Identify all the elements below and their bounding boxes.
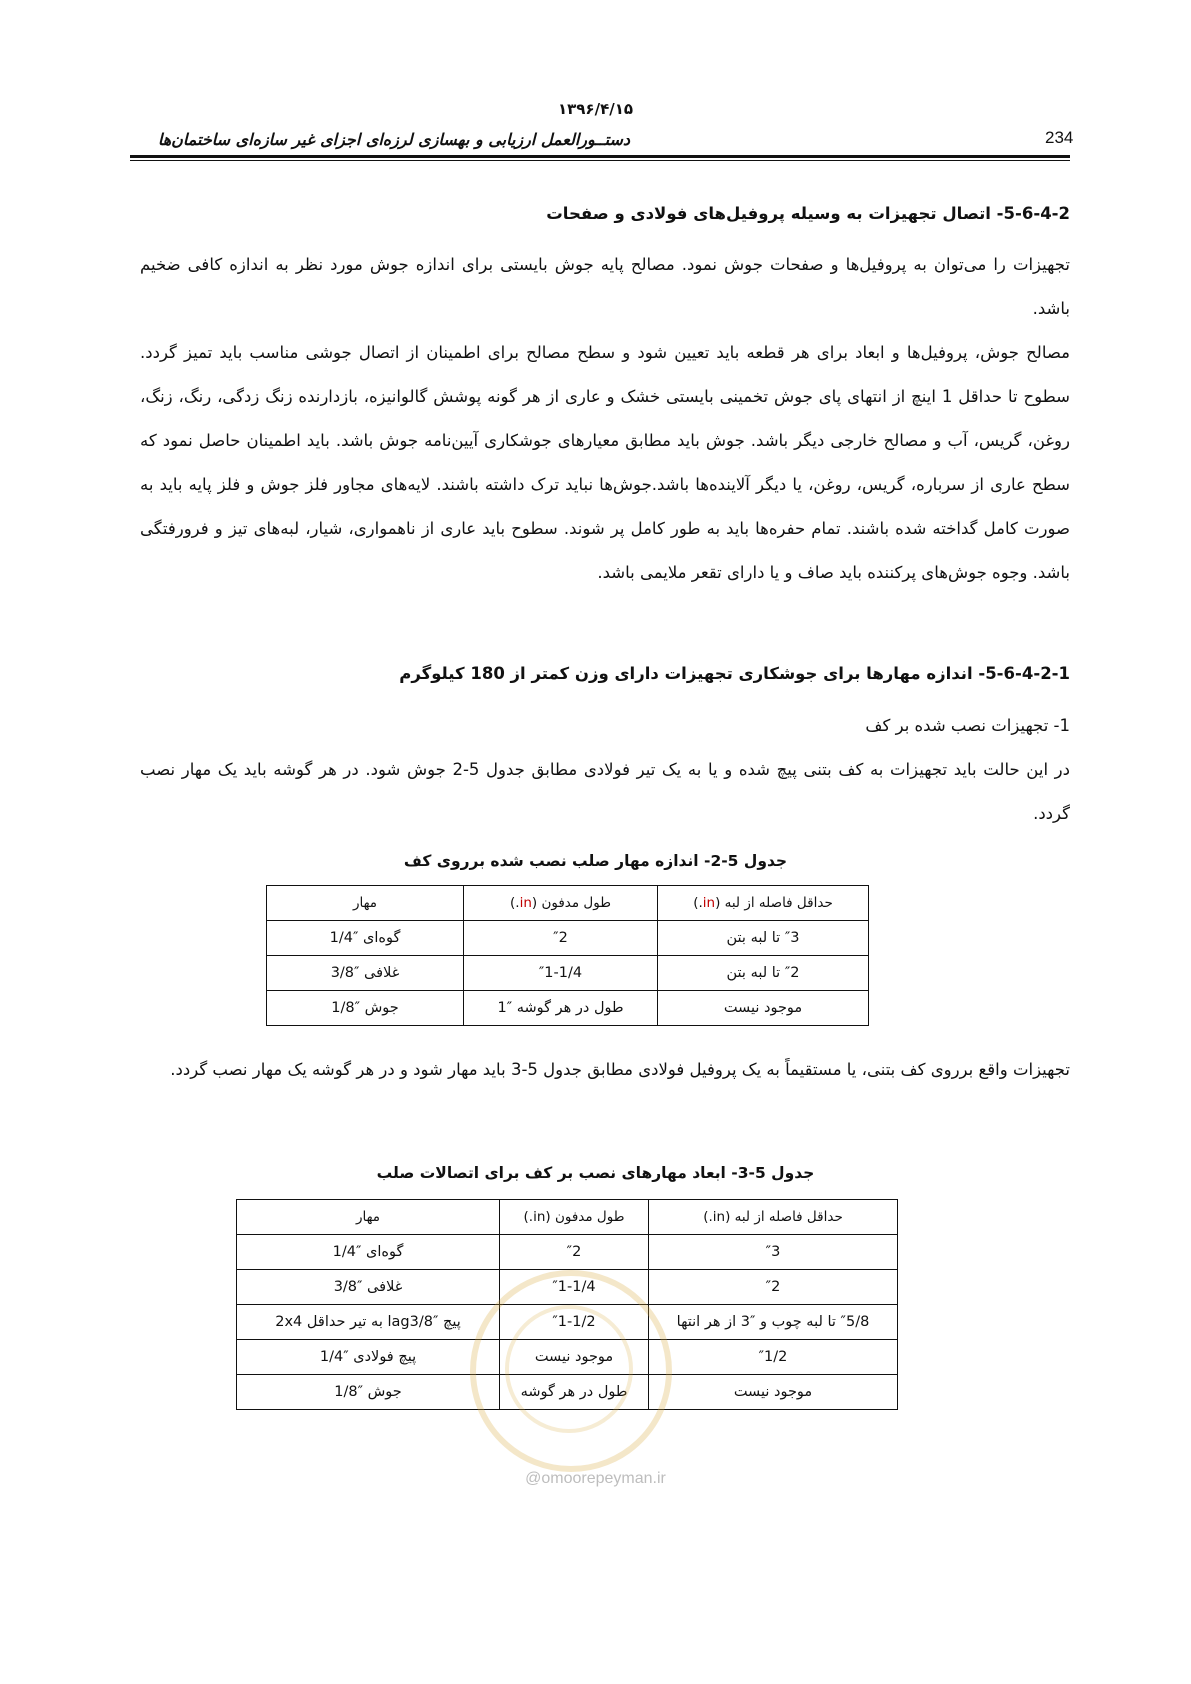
- table-row: [237, 1235, 898, 1270]
- table-cell: جوش ″1/8: [237, 1375, 500, 1410]
- table2-header-row: [237, 1200, 898, 1235]
- table-cell: پیچ ″lag3/8 به تیر حداقل 2x4: [237, 1305, 500, 1340]
- table-cell: گوه‌ای ″1/4: [237, 1235, 500, 1270]
- paragraph-mid: [140, 1048, 1070, 1092]
- table2-header-anchor: مهار: [237, 1200, 500, 1235]
- table-cell: ″2: [649, 1270, 898, 1305]
- running-title: دستــورالعمل ارزیابی و بهسازی لرزه‌ای اجزای غیر سازه‌ای ساختمان‌ها: [157, 130, 630, 149]
- header-date: ۱۳۹۶/۴/۱۵: [557, 100, 634, 118]
- table2-header-embed: طول مدفون (in.): [500, 1200, 649, 1235]
- table2-header-edge: حداقل فاصله از لبه (in.): [649, 1200, 898, 1235]
- table-cell: موجود نیست: [649, 1375, 898, 1410]
- unit-in: in: [519, 895, 532, 911]
- table-cell: ″1-1/4: [464, 956, 658, 991]
- table-cell: ″3 تا لبه بتن: [658, 921, 869, 956]
- table2-caption: جدول 5-3- ابعاد مهارهای نصب بر کف برای اتصالات صلب: [376, 1164, 815, 1182]
- page-number: 234: [1045, 128, 1074, 147]
- footer-watermark-site: @omoorepeyman.ir: [525, 1470, 666, 1487]
- table-cell: موجود نیست: [658, 991, 869, 1026]
- table-cell: ″2: [500, 1235, 649, 1270]
- table-cell: ″3: [649, 1235, 898, 1270]
- table-cell: غلافی ″3/8: [237, 1270, 500, 1305]
- table-row: [267, 921, 869, 956]
- watermark-gear-icon: [505, 1305, 633, 1433]
- header-rule-thick: [130, 155, 1070, 158]
- table1-header-anchor: مهار: [267, 886, 464, 921]
- table-cell: ″1/2: [649, 1340, 898, 1375]
- header-rule-thin: [130, 160, 1070, 161]
- section1-paragraph-2: مصالح جوش، پروفیل‌ها و ابعاد برای هر قطعه باید تعیین شود و سطح مصالح برای اطمینان از اتصال جوشی مناسب باید تمیز گردد. سطوح تا حداقل 1 اینچ از انتهای پای جوش تخمینی بایستی خشک و عاری از هر گونه پوشش گالوانیزه، بازدارنده زنگ زدگی، رنگ، زنگ، روغن، گریس، آب و مصالح خارجی دیگر باشد. جوش باید مطابق معیارهای جوشکاری آیین‌نامه جوش باشد. باید اطمینان حاصل نمود که سطح عاری از سرباره، گریس، روغن، یا دیگر آلاینده‌ها باشد.جوش‌ها نباید ترک داشته باشند. لایه‌های مجاور فلز جوش و فلز پایه باید به صورت کامل گداخته شده باشند. تمام حفره‌ها باید به طور کامل پر شوند. سطوح باید عاری از ناهمواری، شیار، لبه‌های تیز و فرورفتگی باشد. وجوه جوش‌های پرکننده باید صاف و یا دارای تقعر ملایمی باشد.: [140, 343, 1071, 582]
- table-cell: ″1-1/4: [500, 1270, 649, 1305]
- table-cell: غلافی ″3/8: [267, 956, 464, 991]
- table-cell: پیچ فولادی ″1/4: [237, 1340, 500, 1375]
- table-cell: ″2 تا لبه بتن: [658, 956, 869, 991]
- table1-header-embed: طول مدفون (in.): [464, 886, 658, 921]
- section2-paragraph: در این حالت باید تجهیزات به کف بتنی پیچ شده و یا به یک تیر فولادی مطابق جدول 5-2 جوش شود. در هر گوشه باید یک مهار نصب گردد.: [140, 760, 1070, 823]
- table1: [266, 885, 869, 1026]
- table1-caption: جدول 5-2- اندازه مهار صلب نصب شده برروی کف: [403, 852, 788, 870]
- table1-header-edge: حداقل فاصله از لبه (in.): [658, 886, 869, 921]
- section2-body: [140, 704, 1070, 836]
- table1-header-row: [267, 886, 869, 921]
- unit-in: in: [702, 895, 716, 911]
- section1-paragraph-1: تجهیزات را می‌توان به پروفیل‌ها و صفحات جوش نمود. مصالح پایه جوش بایستی برای اندازه جوش مورد نظر به اندازه کافی ضخیم باشد.: [140, 255, 1070, 318]
- section-heading-5-6-4-2: 5-6-4-2- اتصال تجهیزات به وسیله پروفیل‌های فولادی و صفحات: [546, 204, 1070, 223]
- table-row: [267, 956, 869, 991]
- section1-body: [140, 243, 1070, 595]
- table-row: [267, 991, 869, 1026]
- table-cell: جوش ″1/8: [267, 991, 464, 1026]
- table-cell: ″2: [464, 921, 658, 956]
- table-cell: موجود نیست: [500, 1340, 649, 1375]
- table-cell: ″1-1/2: [500, 1305, 649, 1340]
- section-heading-5-6-4-2-1: 5-6-4-2-1- اندازه مهارها برای جوشکاری تجهیزات دارای وزن کمتر از 180 کیلوگرم: [399, 664, 1070, 683]
- table-cell: طول در هر گوشه ″1: [464, 991, 658, 1026]
- table-cell: ″5/8 تا لبه چوب و ″3 از هر انتها: [649, 1305, 898, 1340]
- table-cell: طول در هر گوشه: [500, 1375, 649, 1410]
- table-cell: گوه‌ای ″1/4: [267, 921, 464, 956]
- paragraph-mid-text: تجهیزات واقع برروی کف بتنی، یا مستقیماً به یک پروفیل فولادی مطابق جدول 5-3 باید مهار شود و در هر گوشه یک مهار نصب گردد.: [170, 1060, 1070, 1079]
- section2-item-1: 1- تجهیزات نصب شده بر کف: [865, 716, 1070, 735]
